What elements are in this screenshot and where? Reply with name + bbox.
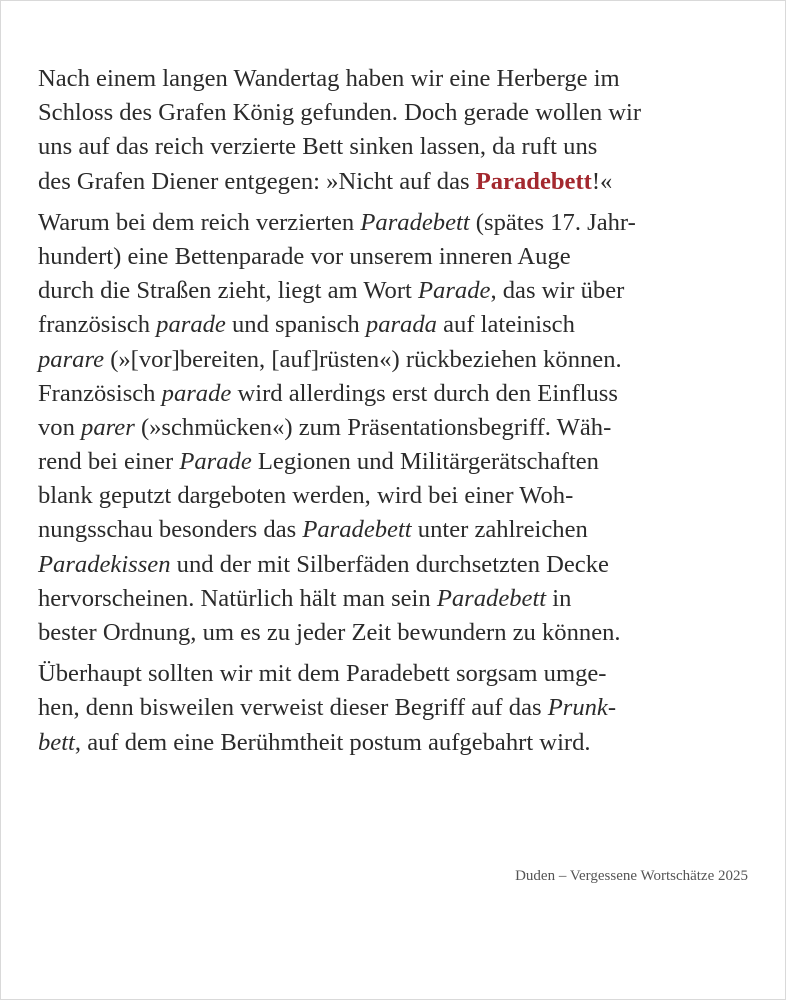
text-line	[38, 548, 750, 582]
article-text	[38, 62, 750, 760]
text-line: blank geputzt dargeboten werden, wird bei einer Woh-	[38, 482, 574, 510]
italic-term: Prunk-	[547, 694, 617, 722]
text-fragment: und der mit Silberfäden durchsetzten Decke	[170, 550, 609, 578]
text-line	[38, 411, 750, 445]
text-line: Schloss des Grafen König gefunden. Doch gerade wollen wir	[38, 99, 642, 127]
text-line: Überhaupt sollten wir mit dem Paradebett sorgsam umge-	[38, 660, 607, 688]
text-fragment: , das wir über	[490, 277, 625, 305]
footer-credit: Duden – Vergessene Wortschätze 2025	[515, 868, 748, 884]
text-line	[38, 513, 750, 547]
text-fragment: rend bei einer	[38, 448, 180, 476]
text-fragment: Warum bei dem reich verzierten	[38, 208, 361, 236]
italic-term: Paradebett	[302, 516, 412, 544]
text-line	[38, 206, 750, 240]
text-line	[38, 726, 750, 760]
text-line	[38, 377, 750, 411]
text-fragment: von	[38, 413, 82, 441]
text-fragment: wird allerdings erst durch den Einfluss	[231, 379, 618, 407]
text-fragment: (»schmücken«) zum Präsentationsbegriff. Wäh-	[134, 413, 612, 441]
paragraph-conclusion	[38, 657, 750, 760]
italic-term: parer	[81, 413, 135, 441]
paragraph-gap	[38, 199, 750, 206]
headword-highlight: Paradebett	[475, 167, 592, 195]
italic-term: Paradekissen	[38, 550, 171, 578]
text-fragment: des Grafen Diener entgegen: »Nicht auf das	[38, 167, 476, 195]
text-fragment: nungsschau besonders das	[38, 516, 303, 544]
text-fragment: und spanisch	[225, 311, 366, 339]
text-line: bester Ordnung, um es zu jeder Zeit bewundern zu können.	[38, 619, 621, 646]
text-line	[38, 343, 750, 377]
text-fragment: französisch	[38, 311, 157, 339]
text-line: uns auf das reich verzierte Bett sinken lassen, da ruft uns	[38, 133, 598, 161]
text-line: hundert) eine Bettenparade vor unserem inneren Auge	[38, 242, 571, 270]
text-fragment: hen, denn bisweilen verweist dieser Begriff auf das	[38, 694, 548, 722]
paragraph-etymology	[38, 206, 750, 650]
text-line: Nach einem langen Wandertag haben wir eine Herberge im	[38, 65, 620, 92]
text-fragment: , auf dem eine Berühmtheit postum aufgebahrt wird.	[74, 728, 591, 756]
text-fragment: Französisch	[38, 379, 162, 407]
text-line	[38, 445, 750, 479]
text-fragment: hervorscheinen. Natürlich hält man sein	[38, 584, 437, 612]
text-fragment: !«	[591, 167, 613, 195]
italic-term: parade	[161, 379, 232, 407]
text-line	[38, 308, 750, 342]
paragraph-intro	[38, 62, 750, 199]
italic-term: bett	[38, 728, 75, 756]
text-line	[38, 274, 750, 308]
text-fragment: (spätes 17. Jahr-	[469, 208, 636, 236]
italic-term: parade	[156, 311, 226, 339]
text-fragment: auf lateinisch	[436, 311, 575, 339]
text-fragment: in	[546, 584, 572, 612]
italic-term: Paradebett	[436, 584, 547, 612]
text-line	[38, 165, 750, 199]
italic-term: Paradebett	[360, 208, 470, 236]
text-fragment: unter zahlreichen	[411, 516, 588, 544]
text-fragment: durch die Straßen zieht, liegt am Wort	[38, 277, 419, 305]
italic-term: Parade	[179, 448, 252, 476]
paragraph-gap	[38, 650, 750, 657]
text-fragment: (»[vor]bereiten, [auf]rüsten«) rückbeziehen können.	[104, 345, 622, 373]
text-line	[38, 691, 750, 725]
italic-term: parare	[38, 345, 105, 373]
italic-term: Parade	[418, 277, 491, 305]
italic-term: parada	[365, 311, 437, 339]
text-fragment: Legionen und Militärgerätschaften	[251, 448, 599, 476]
text-line	[38, 582, 750, 616]
